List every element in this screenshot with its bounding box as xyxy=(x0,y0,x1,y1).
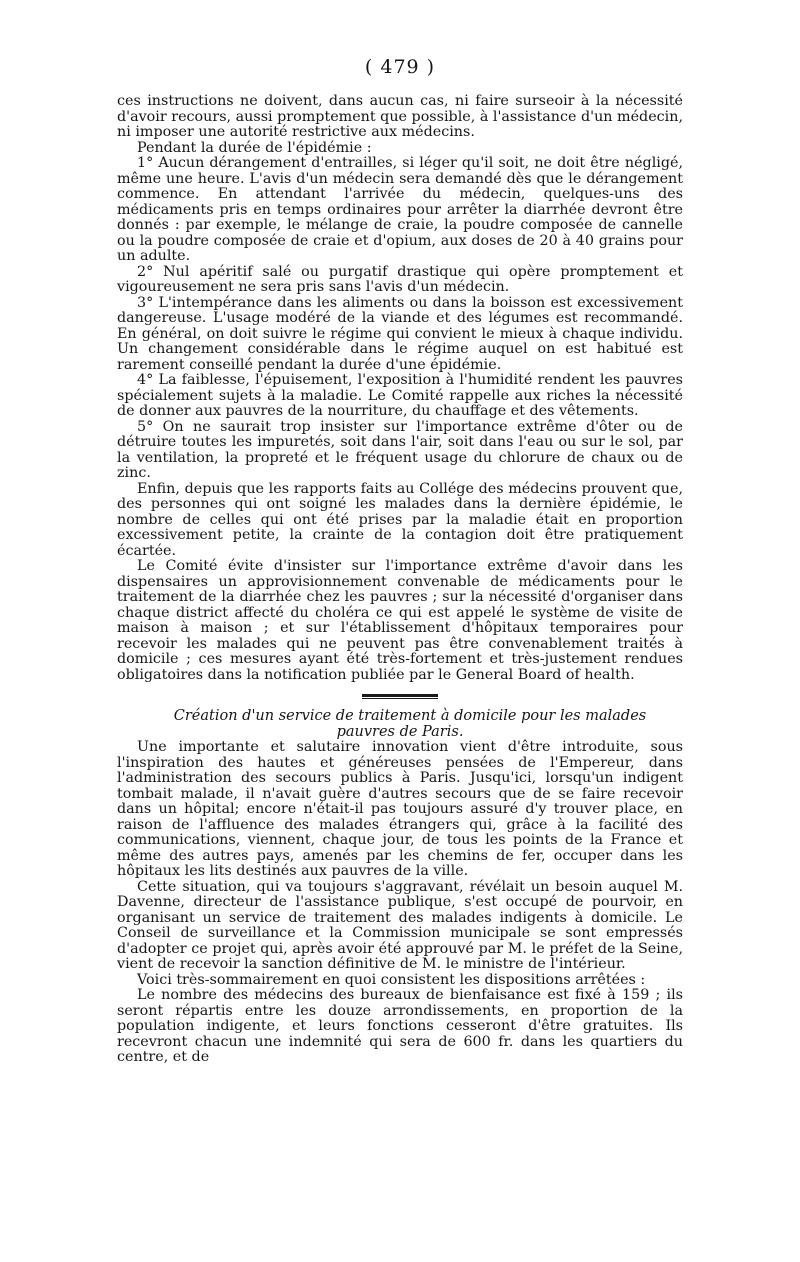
section-title-line-2: pauvres de Paris. xyxy=(336,723,464,740)
paragraph: 4° La faiblesse, l'épuisement, l'exposition à l'humidité rendent les pauvres spécialement sujets à la maladie. Le Comité rappelle aux riches la nécessité de donner aux pauvres de la nourriture, du chauffage et des vêtements. xyxy=(117,372,683,419)
paragraph: Une importante et salutaire innovation vient d'être introduite, sous l'inspiration des hautes et généreuses pensées de l'Empereur, dans l'administration des secours publics à Paris. Jusqu'ici, lorsqu'un indigent tombait malade, il n'avait guère d'autres secours que de se faire recevoir dans un hôpital; encore n'était-il pas toujours assuré d'y trouver place, en raison de l'affluence des malades étrangers qui, grâce à la facilité des communications, viennent, chaque jour, de tous les points de la France et même des autres pays, amenés par les chemins de fer, occuper dans les hôpitaux les lits destinés aux pauvres de la ville. xyxy=(117,739,683,879)
paragraph: Le nombre des médecins des bureaux de bienfaisance est fixé à 159 ; ils seront répartis entre les douze arrondissements, en proportion de la population indigente, et leurs fonctions cesseront d'être gratuites. Ils recevront chacun une indemnité qui sera de 600 fr. dans les quartiers du centre, et de xyxy=(117,987,683,1065)
paragraph: 3° L'intempérance dans les aliments ou dans la boisson est excessivement dangereuse. L'usage modéré de la viande et des légumes est recommandé. En général, on doit suivre le régime qui convient le mieux à chaque individu. Un changement considérable dans le régime auquel on est habitué est rarement conseillé pendant la durée d'une épidémie. xyxy=(117,294,683,373)
paragraph: Voici très-sommairement en quoi consistent les dispositions arrêtées : xyxy=(137,971,646,988)
page-number: ( 479 ) xyxy=(364,56,436,78)
section-title xyxy=(117,709,683,740)
paragraph: 5° On ne saurait trop insister sur l'importance extrême d'ôter ou de détruire toutes les impuretés, soit dans l'air, soit dans l'eau ou sur le sol, par la ventilation, la propreté et le fréquent usage du chlorure de chaux ou de zinc. xyxy=(117,418,683,481)
paragraph: ces instructions ne doivent, dans aucun cas, ni faire surseoir à la nécessité d'avoir recours, aussi promptement que possible, à l'assistance d'un médecin, ni imposer une autorité restrictive aux médecins. xyxy=(117,93,683,140)
section-divider xyxy=(362,694,438,699)
paragraph: Cette situation, qui va toujours s'aggravant, révélait un besoin auquel M. Davenne, directeur de l'assistance publique, s'est occupé de pourvoir, en organisant un service de traitement des malades indigents à domicile. Le Conseil de surveillance et la Commission municipale se sont empressés d'adopter ce projet qui, après avoir été approuvé par M. le préfet de la Seine, vient de recevoir la sanction définitive de M. le ministre de l'intérieur. xyxy=(117,878,683,972)
paragraph: Le Comité évite d'insister sur l'importance extrême d'avoir dans les dispensaires un approvisionnement convenable de médicaments pour le traitement de la diarrhée chez les pauvres ; sur la nécessité d'organiser dans chaque district affecté du choléra ce qui est appelé le système de visite de maison à maison ; et sur l'établissement d'hôpitaux temporaires pour recevoir les malades qui ne peuvent pas être convenablement traités à domicile ; ces mesures ayant été très-fortement et très-justement rendues obligatoires dans la notification publiée par le General Board of health. xyxy=(117,558,683,683)
paragraph: 2° Nul apéritif salé ou purgatif drastique qui opère promptement et vigoureusement ne sera pris sans l'avis d'un médecin. xyxy=(117,263,683,295)
page-body xyxy=(117,94,683,1066)
paragraph: 1° Aucun dérangement d'entrailles, si léger qu'il soit, ne doit être négligé, même une heure. L'avis d'un médecin sera demandé dès que le dérangement commence. En attendant l'arrivée du médecin, quelques-uns des médicaments pris en temps ordinaires pour arrêter la diarrhée devront être donnés : par exemple, le mélange de craie, la poudre composée de cannelle ou la poudre composée de craie et d'opium, aux doses de 20 à 40 grains pour un adulte. xyxy=(117,155,683,264)
paragraph: Enfin, depuis que les rapports faits au Collége des médecins prouvent que, des personnes qui ont soigné les malades dans la dernière épidémie, le nombre de celles qui ont été prises par la maladie était en proportion excessivement petite, la crainte de la contagion doit être pratiquement écartée. xyxy=(117,480,683,559)
section-title-line-1: Création d'un service de traitement à domicile pour les malades xyxy=(173,708,647,724)
paragraph: Pendant la durée de l'épidémie : xyxy=(137,139,372,156)
